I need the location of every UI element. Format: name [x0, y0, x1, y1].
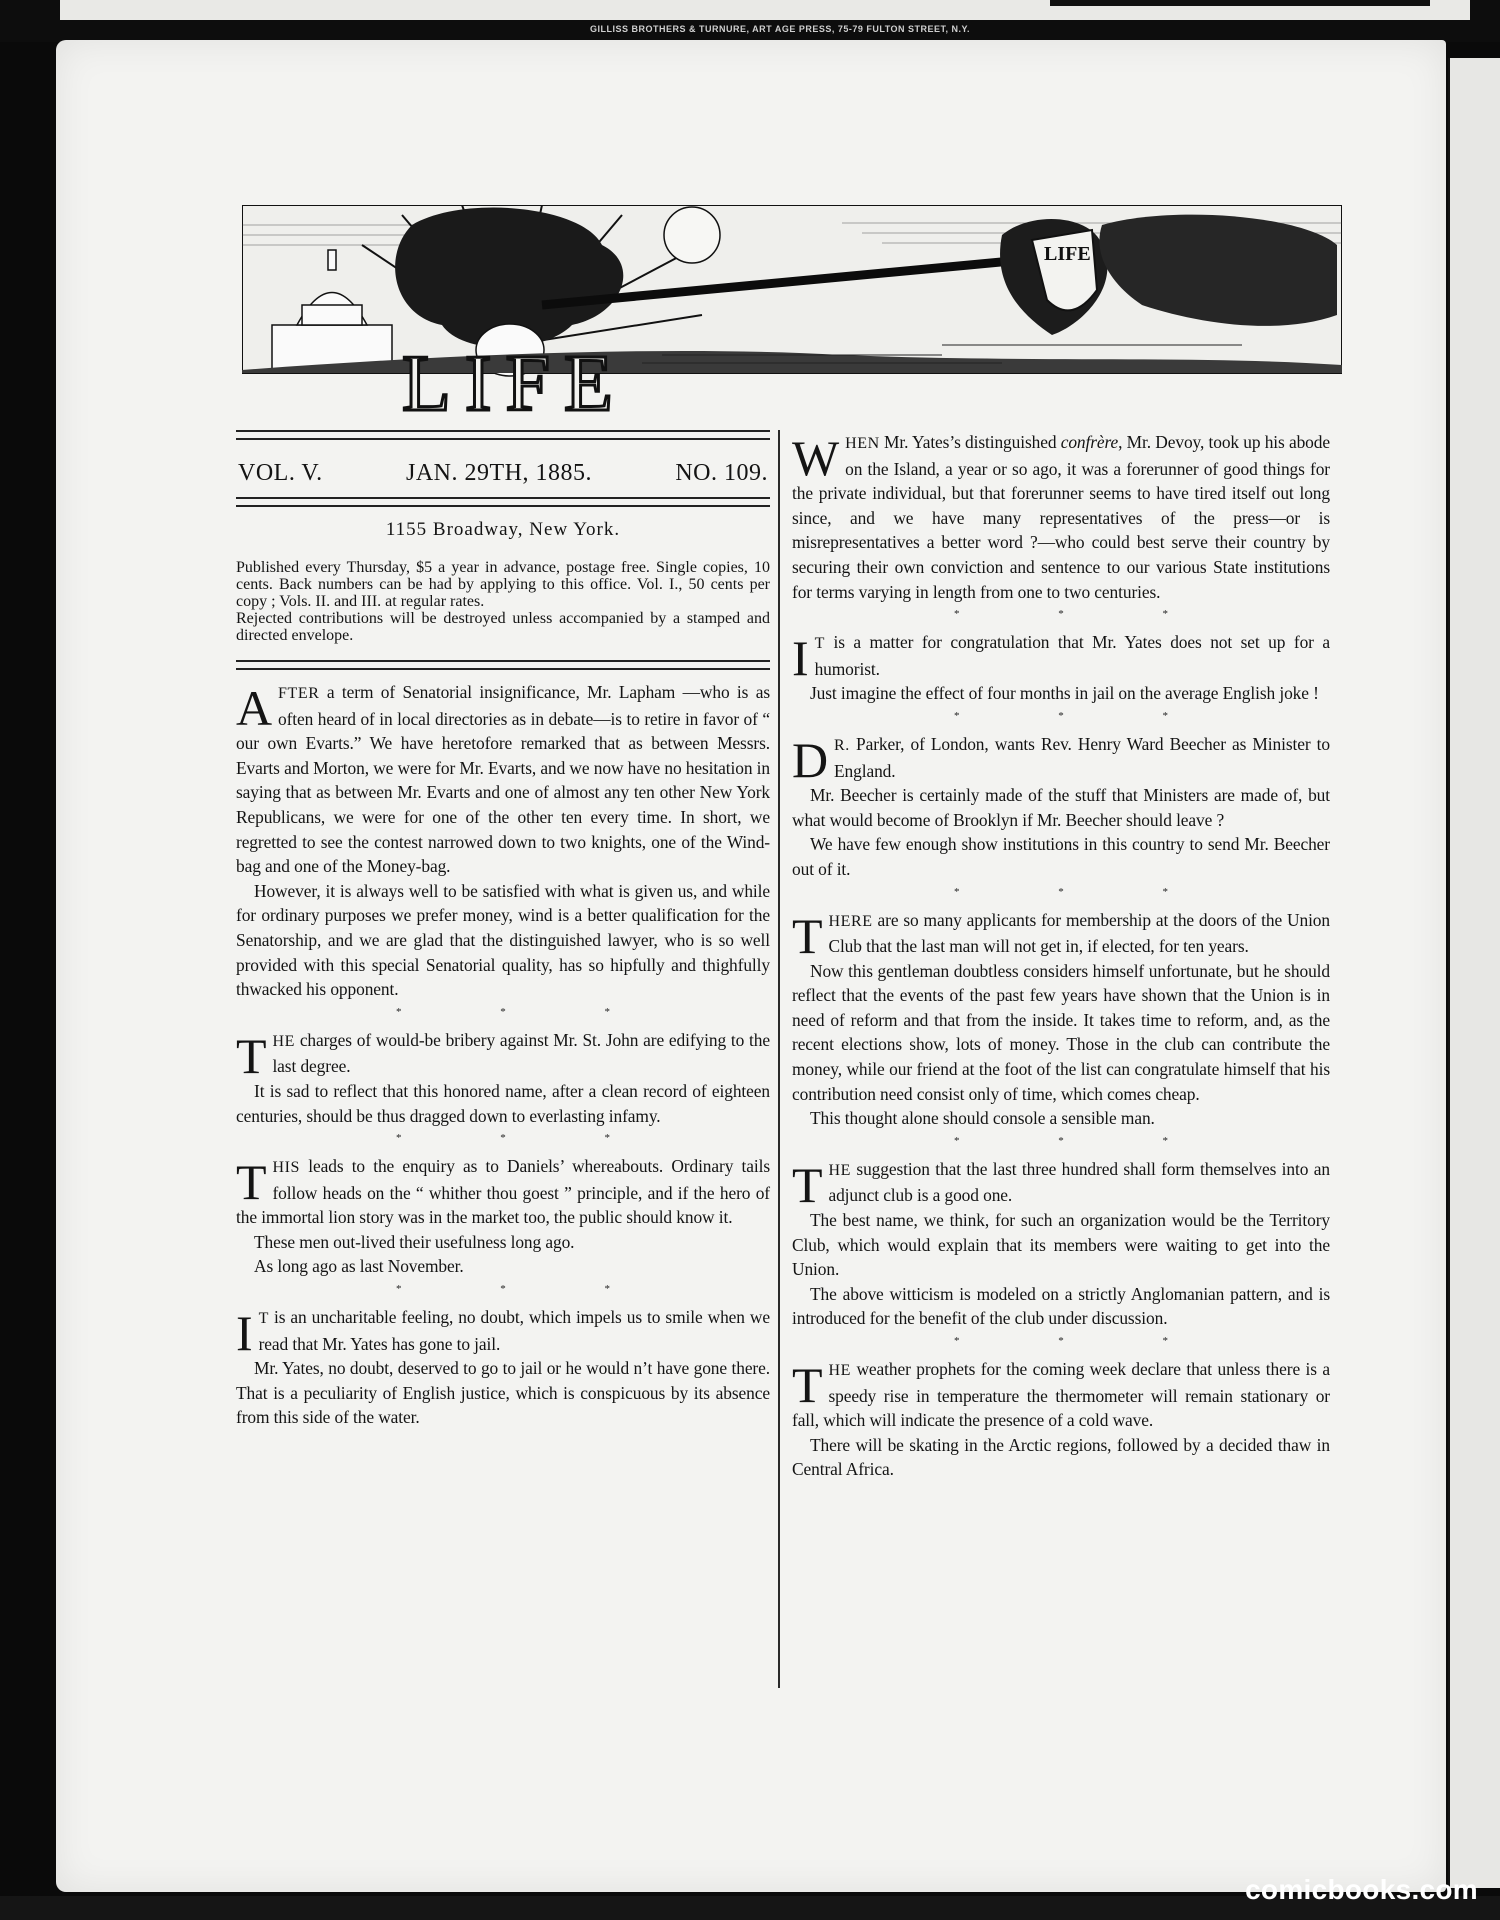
article-yates-jail: [236, 1305, 770, 1430]
paragraph: [236, 680, 770, 879]
paragraph: We have few enough show institutions in this country to send Mr. Beecher out of it.: [792, 834, 1330, 879]
paragraph-text: weather prophets for the coming week declare that unless there is a speedy rise in temperature the thermometer will remain stationary or fall, which will indicate the presence of a cold wave.: [792, 1359, 1330, 1431]
lead-word: HIS: [272, 1159, 301, 1177]
article-lapham: [236, 680, 770, 1002]
paragraph: This thought alone should console a sensible man.: [810, 1108, 1155, 1129]
paragraph-text: are so many applicants for membership at the doors of the Union Club that the last man will not get in, if elected, for ten years.: [828, 909, 1330, 957]
paragraph-text: is a matter for congratulation that Mr. Yates does not set up for a humorist.: [814, 632, 1330, 679]
paragraph: [792, 1357, 1330, 1433]
paragraph: The best name, we think, for such an organization would be the Territory Club, which would explain that its members were waiting to get into the Union.: [792, 1210, 1330, 1280]
volume-label: VOL. V.: [238, 460, 323, 486]
issue-masthead: [236, 440, 770, 497]
paragraph: [792, 731, 1330, 788]
drop-cap: A: [236, 680, 273, 736]
paragraph: Now this gentleman doubtless considers himself unfortunate, but he should reflect that the events of the past few years have shown that the Union is in need of reform and that from the inside. It takes time to reform, and, as the recent elections show, lots of money. Those in the club can contribute the money, while our friend at the foot of the list can congratulate himself that his contribution need consist only of time, which comes cheap.: [792, 960, 1330, 1104]
paragraph: [792, 430, 1330, 604]
section-separator: * * *: [954, 885, 1216, 898]
office-address: 1155 Broadway, New York.: [385, 519, 621, 540]
drop-cap: T: [236, 1027, 267, 1084]
paragraph: Just imagine the effect of four months in jail on the average English joke !: [810, 683, 1319, 704]
paragraph: [792, 907, 1330, 964]
paragraph-text: leads to the enquiry as to Daniels’ whereabouts. Ordinary tails follow heads on the “ whither thou goest ” principle, and if the hero of the immortal lion story was in the market too, the public should know it.: [236, 1156, 770, 1228]
section-rule: [236, 660, 770, 670]
paragraph: [792, 630, 1330, 687]
lead-word: T: [814, 635, 825, 653]
drop-cap: T: [792, 1357, 823, 1413]
top-edge: [0, 0, 1500, 42]
article-union-club: [792, 908, 1330, 1131]
lead-word: HE: [828, 1362, 851, 1379]
life-logo: LIFE: [402, 340, 627, 415]
paragraph: However, it is always well to be satisfied with what is given us, and while for ordinary purposes we prefer money, wind is a better qualification for the Senatorship, and we are glad that the distinguished lawyer, who is so well provided with this special Senatorial quality, has so hipfully and thighfully thwacked his opponent.: [236, 880, 770, 1000]
italic-word: confrère: [1060, 432, 1119, 452]
section-separator: * * *: [954, 608, 1216, 621]
paragraph: [236, 1027, 770, 1084]
paragraph-text: suggestion that the last three hundred shall form themselves into an adjunct club is a good one.: [828, 1158, 1330, 1206]
paragraph: These men out-lived their usefulness long ago.: [254, 1231, 575, 1252]
paragraph: [236, 1305, 770, 1362]
paragraph: As long ago as last November.: [254, 1256, 464, 1277]
drop-cap: I: [236, 1305, 253, 1362]
section-separator: * * *: [396, 1283, 658, 1296]
article-territory-club: [792, 1157, 1330, 1331]
printer-imprint: GILLISS BROTHERS & TURNURE, ART AGE PRESS, 75-79 FULTON STREET, N.Y.: [590, 24, 971, 34]
subscription-notice: Published every Thursday, $5 a year in advance, postage free. Single copies, 10 cents. Back numbers can be had by applying to this office. Vol. I., 50 cents per copy ; Vols. II. and III. at regular rates.: [236, 559, 770, 610]
paragraph-text: Mr. Yates’s distinguished: [879, 432, 1061, 452]
drop-cap: T: [792, 907, 823, 964]
column-divider: [778, 430, 780, 1688]
contributions-notice: Rejected contributions will be destroyed unless accompanied by a stamped and directed envelope.: [236, 610, 770, 644]
issue-date: JAN. 29TH, 1885.: [405, 460, 592, 486]
paragraph: Mr. Beecher is certainly made of the stuff that Ministers are made of, but what would become of Brooklyn if Mr. Beecher should leave ?: [792, 785, 1330, 830]
masthead-rule-bottom: [236, 497, 770, 507]
masthead-engraving: [242, 205, 1342, 415]
section-separator: * * *: [396, 1132, 658, 1145]
paragraph: [236, 1154, 770, 1230]
scan-border: [1050, 0, 1430, 6]
article-st-john: [236, 1028, 770, 1128]
paragraph: The above witticism is modeled on a strictly Anglomanian pattern, and is introduced for the benefit of the club under discussion.: [792, 1283, 1330, 1329]
drop-cap: T: [236, 1154, 267, 1211]
issue-number: NO. 109.: [675, 460, 768, 486]
right-column: [792, 430, 1330, 1482]
article-devoy: [792, 430, 1330, 604]
paragraph-text: charges of would-be bribery against Mr. St. John are edifying to the last degree.: [272, 1029, 770, 1077]
lead-word: HE: [828, 1161, 851, 1179]
paragraph-text: a term of Senatorial insignificance, Mr. Lapham —who is as often heard of in local directories as in debate—is to retire in favor of “ our own Evarts.” We have heretofore remarked that as between Messrs. Evarts and Morton, we were for Mr. Evarts, and we now have no hesitation in saying that as between Mr. Evarts and one of almost any ten other New York Republicans, we were for one of the other ten every time. In short, we regretted to see the contest narrowed down to two knights, one of the Wind-bag and one of the Money-bag.: [236, 682, 770, 877]
paragraph-text: , Mr. Devoy, took up his abode on the Island, a year or so ago, it was a forerunner of good things for the private individual, but that forerunner seems to have tired itself out long since, and we have many representatives of the press—or is misrepresentatives a better word ?—who could best serve their country by securing their own conviction and sentence to our various State institutions for terms varying in length from one to two centuries.: [792, 432, 1330, 602]
publication-notice: [236, 559, 770, 644]
paragraph: [792, 1156, 1330, 1213]
lead-word: HEN: [845, 435, 880, 452]
paragraph-text: is an uncharitable feeling, no doubt, which impels us to smile when we read that Mr. Yates has gone to jail.: [258, 1307, 770, 1354]
lead-word: HE: [272, 1032, 295, 1050]
left-column: [236, 430, 770, 1430]
lead-word: FTER: [278, 685, 320, 702]
next-page-edge: [1448, 58, 1500, 1888]
masthead-illustration: [242, 205, 1342, 415]
lead-word: HERE: [828, 912, 873, 930]
paragraph-text: Parker, of London, wants Rev. Henry Ward Beecher as Minister to England.: [834, 733, 1330, 781]
drop-cap: T: [792, 1156, 823, 1213]
section-separator: * * *: [954, 1134, 1216, 1147]
paragraph: Mr. Yates, no doubt, deserved to go to jail or he would n’t have gone there. That is a peculiarity of English justice, which is conspicuous by its absence from this side of the water.: [236, 1358, 770, 1428]
masthead-rule-top: [236, 430, 770, 440]
lead-word: R.: [834, 736, 850, 754]
section-separator: * * *: [396, 1005, 658, 1018]
article-beecher: [792, 732, 1330, 882]
site-watermark: comicbooks.com: [1245, 1874, 1478, 1905]
drop-cap: D: [792, 731, 829, 788]
paragraph: It is sad to reflect that this honored name, after a clean record of eighteen centuries, should be thus dragged down to everlasting infamy.: [236, 1080, 770, 1126]
shield-lettering: LIFE: [1044, 243, 1091, 265]
drop-cap: I: [792, 630, 809, 687]
article-daniels: [236, 1154, 770, 1279]
article-humorist: [792, 630, 1330, 706]
section-separator: * * *: [954, 1335, 1216, 1347]
lead-word: T: [258, 1310, 269, 1328]
drop-cap: W: [792, 430, 840, 486]
section-separator: * * *: [954, 709, 1216, 722]
article-weather: [792, 1357, 1330, 1482]
paragraph: There will be skating in the Arctic regions, followed by a decided thaw in Central Africa.: [792, 1434, 1330, 1480]
